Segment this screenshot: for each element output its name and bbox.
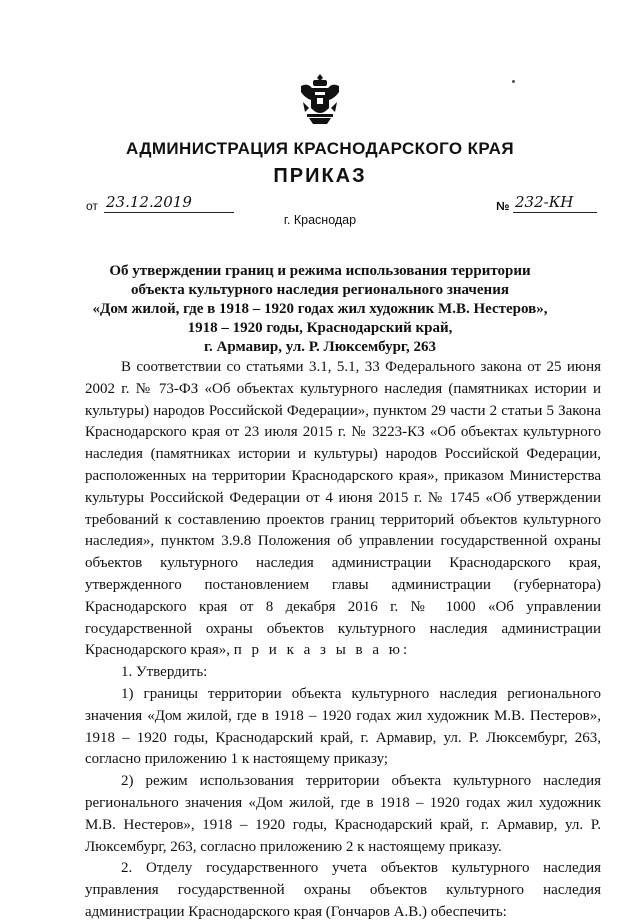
- number-field: [513, 193, 597, 213]
- organization-heading: АДМИНИСТРАЦИЯ КРАСНОДАРСКОГО КРАЯ: [126, 139, 514, 158]
- city-label: г. Краснодар: [283, 213, 357, 227]
- title-line: 1918 – 1920 годы, Краснодарский край,: [187, 320, 453, 336]
- body-paragraph: 2) режим использования территории объекта культурного наследия регионального значения «Дом жилой, где в 1918 – 1920 годах жил художник М.В. Нестеров», 1918 – 1920 годы, Краснодарский край, г. Армавир, ул. Р. Люксембург, 263, согласно приложению 2 к настоящему приказу.: [85, 773, 601, 855]
- date-field: [104, 193, 234, 213]
- scan-speck: [512, 80, 515, 83]
- title-line: Об утверждении границ и режима использования территории: [109, 263, 531, 279]
- number-prefix: №: [496, 199, 510, 213]
- body-paragraph: 1) границы территории объекта культурного наследия регионального значения «Дом жилой, где в 1918 – 1920 годах жил художник М.В. Пестеров», 1918 – 1920 годы, Краснодарский край, г. Армавир, ул. Р. Люксембург, 263, согласно приложению 1 к настоящему приказу;: [85, 685, 601, 768]
- order-word: п р и к а з ы в а ю:: [233, 642, 411, 659]
- title-line: объекта культурного наследия регионального значения: [131, 282, 509, 298]
- document-title: [70, 262, 570, 357]
- coat-of-arms-emblem: [297, 72, 343, 126]
- date-prefix: от: [86, 199, 98, 213]
- date-value: 23.12.2019: [106, 193, 192, 211]
- title-line: г. Армавир, ул. Р. Люксембург, 263: [203, 339, 437, 355]
- body-paragraph: 1. Утвердить:: [121, 664, 208, 681]
- number-value: 232-КН: [515, 193, 574, 211]
- document-body: [85, 357, 601, 924]
- body-paragraph: 2. Отделу государственного учета объектов культурного наследия управления государственной охраны объектов культурного наследия администрации Краснодарского края (Гончаров А.В.) обеспечить:: [85, 860, 601, 920]
- document-type-heading: ПРИКАЗ: [273, 165, 367, 187]
- body-paragraph: [85, 357, 601, 662]
- title-line: «Дом жилой, где в 1918 – 1920 годах жил художник М.В. Нестеров»,: [92, 301, 548, 317]
- preamble-text: В соответствии со статьями 3.1, 5.1, 33 Федерального закона от 25 июня 2002 г. № 73-ФЗ «Об объектах культурного наследия (памятниках истории и культуры) народов Российской Федерации», пунктом 29 части 2 статьи 5 Закона Краснодарского края от 23 июля 2015 г. № 3223-КЗ «Об объектах культурного наследия (памятниках истории и культуры) народов Российской Федерации, расположенных на территории Краснодарского края», приказом Министерства культуры Российской Федерации от 4 июня 2015 г. № 1745 «Об утверждении требований к составлению проектов границ территорий объектов культурного наследия», пунктом 3.9.8 Положения об управлении государственной охраны объектов культурного наследия администрации Краснодарского края, утвержденного постановлением главы администрации (губернатора) Краснодарского края от 8 декабря 2016 г. № 1000 «Об управлении государственной охраны объектов культурного наследия администрации Краснодарского края»,: [85, 359, 601, 659]
